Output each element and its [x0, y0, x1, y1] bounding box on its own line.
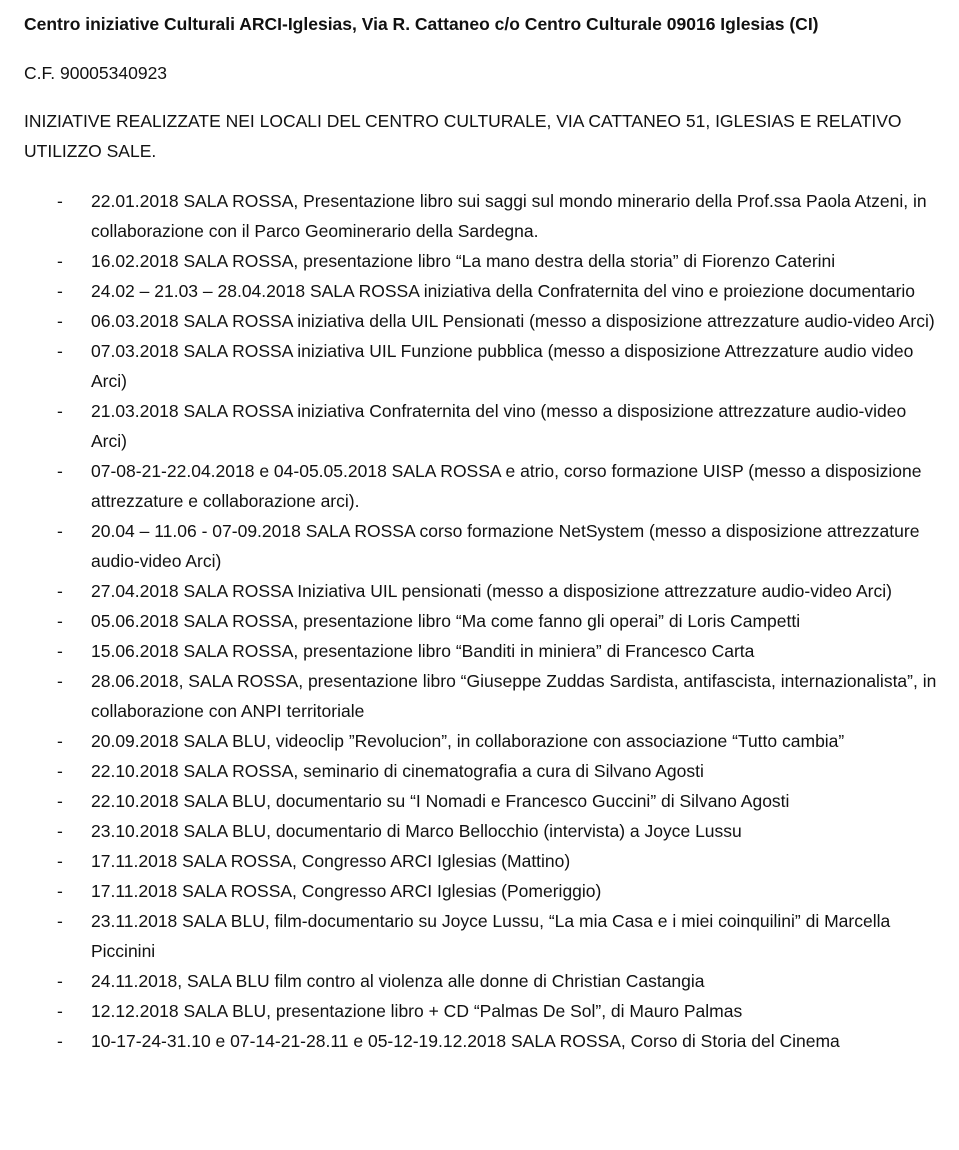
document-title: Centro iniziative Culturali ARCI-Iglesias, Via R. Cattaneo c/o Centro Culturale 09016 Iglesias (CI) [24, 14, 819, 34]
list-bullet: - [57, 881, 63, 901]
list-item [24, 306, 944, 336]
list-bullet: - [57, 911, 63, 931]
list-item [24, 516, 944, 576]
list-item [24, 816, 944, 846]
list-bullet: - [57, 611, 63, 631]
list-item [24, 246, 944, 276]
document-page [24, 12, 944, 1056]
list-item [24, 996, 944, 1026]
list-bullet: - [57, 1031, 63, 1051]
event-text: 24.11.2018, SALA BLU film contro al violenza alle donne di Christian Castangia [91, 971, 705, 991]
list-item [24, 276, 944, 306]
list-item [24, 456, 944, 516]
list-item [24, 756, 944, 786]
list-item [24, 576, 944, 606]
list-bullet: - [57, 971, 63, 991]
list-item [24, 966, 944, 996]
list-item [24, 666, 944, 726]
event-text: 27.04.2018 SALA ROSSA Iniziativa UIL pensionati (messo a disposizione attrezzature audio-video Arci) [91, 581, 892, 601]
event-text: 17.11.2018 SALA ROSSA, Congresso ARCI Iglesias (Pomeriggio) [91, 881, 602, 901]
list-item [24, 396, 944, 456]
event-text: 10-17-24-31.10 e 07-14-21-28.11 e 05-12-19.12.2018 SALA ROSSA, Corso di Storia del Cinema [91, 1031, 840, 1051]
list-item [24, 186, 944, 246]
list-bullet: - [57, 251, 63, 271]
event-text: 05.06.2018 SALA ROSSA, presentazione libro “Ma come fanno gli operai” di Loris Campetti [91, 611, 801, 631]
list-item [24, 786, 944, 816]
event-text: 21.03.2018 SALA ROSSA iniziativa Confraternita del vino (messo a disposizione attrezzature audio-video Arci) [91, 401, 907, 451]
list-item [24, 606, 944, 636]
event-text: 22.10.2018 SALA ROSSA, seminario di cinematografia a cura di Silvano Agosti [91, 761, 704, 781]
event-text: 22.01.2018 SALA ROSSA, Presentazione libro sui saggi sul mondo minerario della Prof.ssa Paola Atzeni, in collaborazione con il Parco Geominerario della Sardegna. [91, 191, 927, 241]
list-item [24, 726, 944, 756]
event-text: 20.09.2018 SALA BLU, videoclip ”Revolucion”, in collaborazione con associazione “Tutto cambia” [91, 731, 845, 751]
list-item [24, 846, 944, 876]
event-text: 23.11.2018 SALA BLU, film-documentario su Joyce Lussu, “La mia Casa e i miei coinquilini” di Marcella Piccinini [91, 911, 891, 961]
list-bullet: - [57, 761, 63, 781]
tax-code: C.F. 90005340923 [24, 63, 168, 83]
list-bullet: - [57, 671, 63, 691]
event-text: 07.03.2018 SALA ROSSA iniziativa UIL Funzione pubblica (messo a disposizione Attrezzature audio video Arci) [91, 341, 914, 391]
list-bullet: - [57, 191, 63, 211]
list-item [24, 1026, 944, 1056]
list-bullet: - [57, 791, 63, 811]
list-item [24, 336, 944, 396]
event-text: 24.02 – 21.03 – 28.04.2018 SALA ROSSA iniziativa della Confraternita del vino e proiezione documentario [91, 281, 916, 301]
list-item [24, 906, 944, 966]
event-text: 07-08-21-22.04.2018 e 04-05.05.2018 SALA ROSSA e atrio, corso formazione UISP (messo a disposizione attrezzature e collaborazione arci). [91, 461, 922, 511]
event-list [24, 186, 944, 1056]
event-text: 17.11.2018 SALA ROSSA, Congresso ARCI Iglesias (Mattino) [91, 851, 571, 871]
list-bullet: - [57, 851, 63, 871]
event-text: 16.02.2018 SALA ROSSA, presentazione libro “La mano destra della storia” di Fiorenzo Caterini [91, 251, 836, 271]
event-text: 23.10.2018 SALA BLU, documentario di Marco Bellocchio (intervista) a Joyce Lussu [91, 821, 742, 841]
list-bullet: - [57, 521, 63, 541]
event-text: 06.03.2018 SALA ROSSA iniziativa della UIL Pensionati (messo a disposizione attrezzature audio-video Arci) [91, 311, 935, 331]
event-text: 20.04 – 11.06 - 07-09.2018 SALA ROSSA corso formazione NetSystem (messo a disposizione attrezzature audio-video Arci) [91, 521, 920, 571]
list-bullet: - [57, 641, 63, 661]
list-bullet: - [57, 821, 63, 841]
list-bullet: - [57, 461, 63, 481]
intro-heading: INIZIATIVE REALIZZATE NEI LOCALI DEL CENTRO CULTURALE, VIA CATTANEO 51, IGLESIAS E RELATIVO UTILIZZO SALE. [24, 111, 902, 161]
list-bullet: - [57, 581, 63, 601]
list-bullet: - [57, 731, 63, 751]
list-item [24, 636, 944, 666]
list-bullet: - [57, 341, 63, 361]
list-bullet: - [57, 1001, 63, 1021]
event-text: 22.10.2018 SALA BLU, documentario su “I Nomadi e Francesco Guccini” di Silvano Agosti [91, 791, 790, 811]
list-item [24, 876, 944, 906]
event-text: 12.12.2018 SALA BLU, presentazione libro + CD “Palmas De Sol”, di Mauro Palmas [91, 1001, 743, 1021]
list-bullet: - [57, 281, 63, 301]
list-bullet: - [57, 311, 63, 331]
list-bullet: - [57, 401, 63, 421]
event-text: 15.06.2018 SALA ROSSA, presentazione libro “Banditi in miniera” di Francesco Carta [91, 641, 755, 661]
event-text: 28.06.2018, SALA ROSSA, presentazione libro “Giuseppe Zuddas Sardista, antifascista, internazionalista”, in collaborazione con ANPI territoriale [91, 671, 937, 721]
